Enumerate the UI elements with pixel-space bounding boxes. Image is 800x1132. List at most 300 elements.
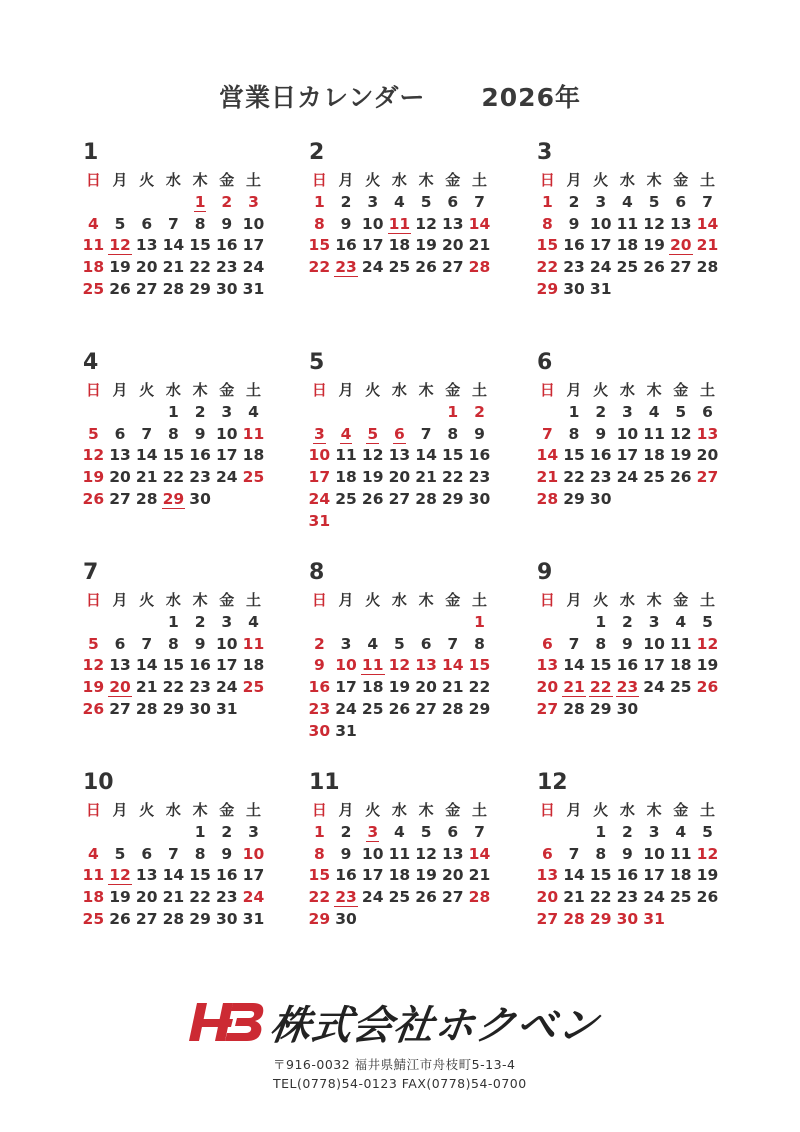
holiday-day: 15	[308, 236, 331, 255]
holiday-day: 8	[313, 844, 325, 863]
business-day: 21	[162, 888, 185, 907]
business-day: 28	[162, 909, 185, 928]
business-day: 4	[394, 192, 405, 211]
business-day: 21	[441, 678, 464, 697]
business-day: 19	[361, 468, 384, 487]
month-number: 8	[309, 560, 325, 585]
business-day: 12	[669, 424, 692, 443]
holiday-day: 7	[541, 424, 553, 443]
day-grid	[306, 590, 506, 743]
weekday-header: 木	[418, 381, 434, 399]
holiday-day: 30	[308, 721, 331, 740]
business-day: 4	[648, 402, 660, 421]
business-day: 24	[215, 678, 238, 697]
business-day: 17	[643, 866, 665, 885]
weekday-header: 金	[445, 171, 461, 189]
weekday-header: 金	[445, 591, 461, 609]
business-day: 15	[589, 866, 612, 885]
empty-cell	[107, 612, 134, 634]
business-day: 14	[135, 656, 158, 675]
business-day: 7	[447, 634, 459, 653]
business-day: 17	[215, 656, 238, 675]
weekday-header: 水	[619, 591, 635, 609]
holiday-day: 23	[308, 699, 331, 718]
business-day: 27	[388, 489, 411, 508]
holiday-day: 11	[242, 424, 265, 443]
holiday-day: 2	[474, 402, 485, 421]
business-day: 30	[468, 489, 491, 508]
holiday-day: 15	[468, 656, 491, 675]
business-day: 21	[135, 678, 158, 697]
holiday-day: 23	[335, 888, 357, 907]
holiday-day: 22	[308, 258, 331, 277]
business-day: 23	[589, 468, 612, 487]
holiday-day: 26	[696, 678, 719, 697]
weekday-header: 木	[192, 591, 208, 609]
weekday-header: 土	[471, 381, 487, 399]
business-day: 11	[669, 634, 692, 653]
business-day: 20	[415, 678, 437, 697]
business-day: 28	[441, 699, 464, 718]
weekday-header: 日	[539, 171, 555, 189]
business-day: 5	[420, 822, 432, 841]
weekday-header: 水	[165, 381, 181, 399]
business-day: 9	[194, 634, 206, 653]
day-grid	[80, 380, 280, 511]
weekday-header: 月	[338, 801, 354, 819]
business-day: 13	[135, 236, 158, 255]
business-day: 2	[340, 192, 352, 211]
empty-cell	[386, 402, 413, 424]
day-grid	[80, 590, 280, 721]
business-day: 8	[568, 424, 580, 443]
holiday-day: 1	[474, 612, 485, 631]
business-day: 2	[568, 192, 580, 211]
business-day: 27	[441, 888, 464, 907]
business-day: 1	[595, 612, 607, 631]
business-day: 17	[616, 446, 639, 465]
business-day: 25	[335, 489, 357, 508]
business-day: 19	[415, 866, 437, 885]
weekday-header: 土	[699, 381, 715, 399]
holiday-day: 28	[563, 909, 585, 928]
weekday-header: 火	[593, 591, 609, 609]
holiday-day: 10	[308, 446, 331, 465]
weekday-header: 水	[165, 801, 181, 819]
holiday-day: 25	[242, 468, 265, 487]
holiday-day: 29	[308, 909, 331, 928]
business-day: 24	[242, 258, 265, 277]
holiday-day: 30	[616, 909, 639, 928]
business-day: 20	[388, 468, 411, 487]
business-day: 18	[242, 446, 265, 465]
month-11	[306, 770, 506, 931]
title-main: 営業日カレンダー	[219, 83, 426, 112]
business-day: 22	[162, 678, 185, 697]
business-day: 7	[568, 844, 580, 863]
weekday-header: 金	[673, 171, 689, 189]
business-day: 16	[616, 866, 639, 885]
weekday-header: 水	[391, 591, 407, 609]
weekday-header: 土	[471, 171, 487, 189]
business-day: 15	[162, 656, 185, 675]
business-day: 12	[643, 214, 665, 233]
business-day: 8	[194, 844, 206, 863]
business-day: 27	[415, 699, 437, 718]
business-day: 13	[669, 214, 692, 233]
business-day: 9	[474, 424, 485, 443]
weekday-header: 日	[85, 801, 101, 819]
business-day: 21	[162, 258, 185, 277]
weekday-header: 火	[593, 801, 609, 819]
holiday-day: 20	[536, 678, 559, 697]
business-day: 6	[702, 402, 713, 421]
company-address: 〒916-0032 福井県鯖江市舟枝町5-13-4	[273, 1057, 516, 1072]
month-9	[534, 560, 734, 721]
weekday-header: 土	[245, 801, 261, 819]
holiday-day: 23	[616, 678, 639, 697]
business-day: 9	[221, 844, 233, 863]
empty-cell	[133, 822, 160, 844]
business-day: 14	[162, 866, 185, 885]
business-day: 12	[415, 214, 437, 233]
weekday-header: 金	[673, 381, 689, 399]
business-day: 3	[622, 402, 633, 421]
business-day: 30	[189, 489, 211, 508]
business-day: 5	[648, 192, 660, 211]
business-day: 5	[420, 192, 432, 211]
month-8	[306, 560, 506, 743]
business-day: 8	[474, 634, 485, 653]
business-day: 18	[669, 866, 692, 885]
business-day: 9	[340, 214, 352, 233]
weekday-header: 火	[365, 381, 381, 399]
business-day: 29	[189, 279, 211, 298]
holiday-day: 24	[242, 888, 265, 907]
holiday-day: 29	[162, 489, 185, 508]
business-day: 2	[595, 402, 607, 421]
weekday-header: 月	[112, 801, 128, 819]
business-day: 15	[563, 446, 585, 465]
business-day: 3	[367, 192, 379, 211]
business-day: 18	[242, 656, 265, 675]
title-year: 2026年	[481, 83, 581, 112]
business-day: 17	[242, 236, 265, 255]
business-day: 23	[215, 258, 238, 277]
holiday-day: 9	[313, 656, 325, 675]
business-day: 4	[675, 822, 687, 841]
holiday-day: 11	[82, 236, 105, 255]
business-day: 28	[162, 279, 185, 298]
business-day: 23	[215, 888, 238, 907]
business-day: 13	[441, 214, 464, 233]
business-day: 13	[109, 656, 131, 675]
business-day: 10	[589, 214, 612, 233]
business-day: 7	[168, 844, 179, 863]
business-day: 5	[702, 822, 713, 841]
holiday-day: 31	[308, 511, 331, 530]
business-day: 7	[474, 192, 485, 211]
business-day: 19	[669, 446, 692, 465]
business-day: 30	[616, 699, 639, 718]
empty-cell	[160, 192, 187, 214]
business-day: 5	[675, 402, 687, 421]
business-day: 25	[669, 678, 692, 697]
month-number: 12	[537, 770, 568, 795]
business-day: 14	[563, 656, 585, 675]
empty-cell	[333, 612, 360, 634]
holiday-day: 21	[563, 678, 585, 697]
weekday-header: 水	[165, 171, 181, 189]
holiday-day: 14	[441, 656, 464, 675]
business-day: 8	[168, 634, 179, 653]
empty-cell	[80, 402, 107, 424]
business-day: 15	[589, 656, 612, 675]
business-day: 3	[248, 822, 259, 841]
business-day: 3	[221, 402, 233, 421]
business-day: 30	[589, 489, 612, 508]
holiday-day: 27	[536, 909, 559, 928]
weekday-header: 月	[338, 591, 354, 609]
holiday-day: 14	[696, 214, 719, 233]
business-day: 2	[622, 612, 633, 631]
business-day: 17	[589, 236, 612, 255]
weekday-header: 金	[219, 171, 235, 189]
business-day: 29	[441, 489, 464, 508]
weekday-header: 金	[445, 801, 461, 819]
weekday-header: 金	[673, 801, 689, 819]
business-day: 6	[114, 424, 126, 443]
weekday-header: 月	[338, 171, 354, 189]
business-day: 15	[162, 446, 185, 465]
business-day: 28	[135, 489, 158, 508]
weekday-header: 火	[139, 381, 155, 399]
empty-cell	[80, 612, 107, 634]
business-day: 27	[135, 279, 158, 298]
business-day: 26	[109, 909, 131, 928]
empty-cell	[534, 612, 561, 634]
weekday-header: 木	[646, 171, 662, 189]
company-logo	[187, 992, 627, 1052]
holiday-day: 27	[696, 468, 719, 487]
weekday-header: 月	[112, 381, 128, 399]
business-day: 9	[340, 844, 352, 863]
business-day: 20	[441, 866, 464, 885]
business-day: 26	[361, 489, 384, 508]
holiday-day: 13	[415, 656, 437, 675]
business-day: 2	[622, 822, 633, 841]
weekday-header: 日	[311, 801, 327, 819]
business-day: 23	[563, 258, 585, 277]
business-day: 6	[447, 822, 459, 841]
holiday-day: 12	[388, 656, 411, 675]
business-day: 3	[340, 634, 352, 653]
business-day: 1	[595, 822, 607, 841]
business-day: 11	[669, 844, 692, 863]
weekday-header: 木	[192, 381, 208, 399]
business-day: 22	[468, 678, 491, 697]
business-day: 10	[361, 214, 384, 233]
holiday-day: 31	[643, 909, 665, 928]
business-day: 14	[162, 236, 185, 255]
weekday-header: 土	[245, 381, 261, 399]
business-day: 18	[335, 468, 357, 487]
business-day: 17	[361, 866, 384, 885]
business-day: 26	[109, 279, 131, 298]
empty-cell	[413, 402, 440, 424]
empty-cell	[80, 192, 107, 214]
holiday-day: 3	[367, 822, 379, 841]
weekday-header: 木	[192, 801, 208, 819]
business-day: 6	[447, 192, 459, 211]
holiday-day: 26	[82, 699, 105, 718]
empty-cell	[534, 402, 561, 424]
business-day: 21	[563, 888, 585, 907]
business-day: 23	[189, 678, 211, 697]
holiday-day: 12	[696, 844, 719, 863]
holiday-day: 4	[87, 214, 99, 233]
business-day: 27	[441, 258, 464, 277]
weekday-header: 金	[219, 591, 235, 609]
weekday-header: 月	[566, 591, 582, 609]
business-day: 24	[643, 678, 665, 697]
weekday-header: 火	[365, 801, 381, 819]
weekday-header: 日	[539, 381, 555, 399]
business-day: 11	[643, 424, 665, 443]
holiday-day: 14	[468, 214, 491, 233]
hb-logo-icon	[187, 997, 267, 1047]
holiday-day: 10	[335, 656, 357, 675]
business-day: 30	[335, 909, 357, 928]
business-day: 13	[388, 446, 411, 465]
business-day: 23	[468, 468, 491, 487]
empty-cell	[306, 612, 333, 634]
business-day: 15	[189, 866, 211, 885]
business-day: 14	[415, 446, 437, 465]
business-day: 21	[468, 236, 491, 255]
business-day: 4	[248, 402, 259, 421]
business-day: 24	[215, 468, 238, 487]
business-day: 6	[420, 634, 432, 653]
business-day: 9	[221, 214, 233, 233]
day-grid	[534, 800, 734, 931]
holiday-day: 1	[313, 822, 325, 841]
business-day: 18	[388, 236, 411, 255]
business-day: 27	[135, 909, 158, 928]
month-5	[306, 350, 506, 533]
business-day: 4	[675, 612, 687, 631]
business-day: 28	[696, 258, 719, 277]
business-day: 31	[335, 721, 357, 740]
business-day: 4	[394, 822, 405, 841]
business-day: 6	[141, 214, 153, 233]
weekday-header: 木	[646, 591, 662, 609]
month-number: 3	[537, 140, 553, 165]
business-day: 17	[643, 656, 665, 675]
business-day: 19	[643, 236, 665, 255]
month-number: 1	[83, 140, 99, 165]
business-day: 25	[388, 258, 411, 277]
business-day: 11	[388, 844, 411, 863]
holiday-day: 22	[536, 258, 559, 277]
weekday-header: 火	[365, 171, 381, 189]
business-day: 16	[189, 656, 211, 675]
holiday-day: 6	[394, 424, 405, 443]
business-day: 10	[643, 844, 665, 863]
holiday-day: 25	[82, 909, 105, 928]
day-grid	[306, 170, 506, 279]
weekday-header: 月	[566, 801, 582, 819]
month-number: 6	[537, 350, 553, 375]
holiday-day: 20	[536, 888, 559, 907]
month-4	[80, 350, 280, 511]
empty-cell	[107, 192, 134, 214]
business-day: 10	[242, 214, 265, 233]
weekday-header: 月	[112, 171, 128, 189]
company-name: 株式会社ホクベン	[267, 1002, 602, 1049]
business-day: 31	[242, 279, 265, 298]
business-day: 30	[189, 699, 211, 718]
holiday-day: 14	[536, 446, 559, 465]
business-day: 20	[441, 236, 464, 255]
business-day: 9	[622, 634, 633, 653]
business-day: 24	[361, 258, 384, 277]
empty-cell	[333, 402, 360, 424]
empty-cell	[107, 402, 134, 424]
business-day: 25	[361, 699, 384, 718]
business-day: 22	[189, 258, 211, 277]
business-day: 8	[595, 634, 607, 653]
business-day: 7	[474, 822, 485, 841]
business-day: 1	[168, 612, 179, 631]
weekday-header: 木	[192, 171, 208, 189]
holiday-day: 12	[696, 634, 719, 653]
month-7	[80, 560, 280, 721]
weekday-header: 金	[219, 381, 235, 399]
empty-cell	[133, 192, 160, 214]
weekday-header: 月	[566, 171, 582, 189]
business-day: 9	[595, 424, 607, 443]
holiday-day: 23	[335, 258, 357, 277]
holiday-day: 1	[313, 192, 325, 211]
business-day: 18	[669, 656, 692, 675]
holiday-day: 1	[194, 192, 206, 211]
business-day: 4	[622, 192, 633, 211]
business-day: 18	[361, 678, 384, 697]
weekday-header: 日	[85, 381, 101, 399]
business-day: 15	[189, 236, 211, 255]
business-day: 29	[468, 699, 491, 718]
weekday-header: 日	[85, 591, 101, 609]
business-day: 31	[589, 279, 612, 298]
business-day: 27	[109, 489, 131, 508]
holiday-day: 19	[82, 678, 105, 697]
business-day: 20	[109, 468, 131, 487]
business-day: 16	[616, 656, 639, 675]
holiday-day: 15	[536, 236, 559, 255]
business-day: 27	[109, 699, 131, 718]
weekday-header: 木	[418, 591, 434, 609]
business-day: 12	[361, 446, 384, 465]
business-day: 21	[415, 468, 437, 487]
business-day: 15	[441, 446, 464, 465]
business-day: 26	[643, 258, 665, 277]
business-day: 28	[415, 489, 437, 508]
holiday-day: 13	[696, 424, 719, 443]
business-day: 10	[361, 844, 384, 863]
business-day: 25	[616, 258, 639, 277]
holiday-day: 27	[536, 699, 559, 718]
